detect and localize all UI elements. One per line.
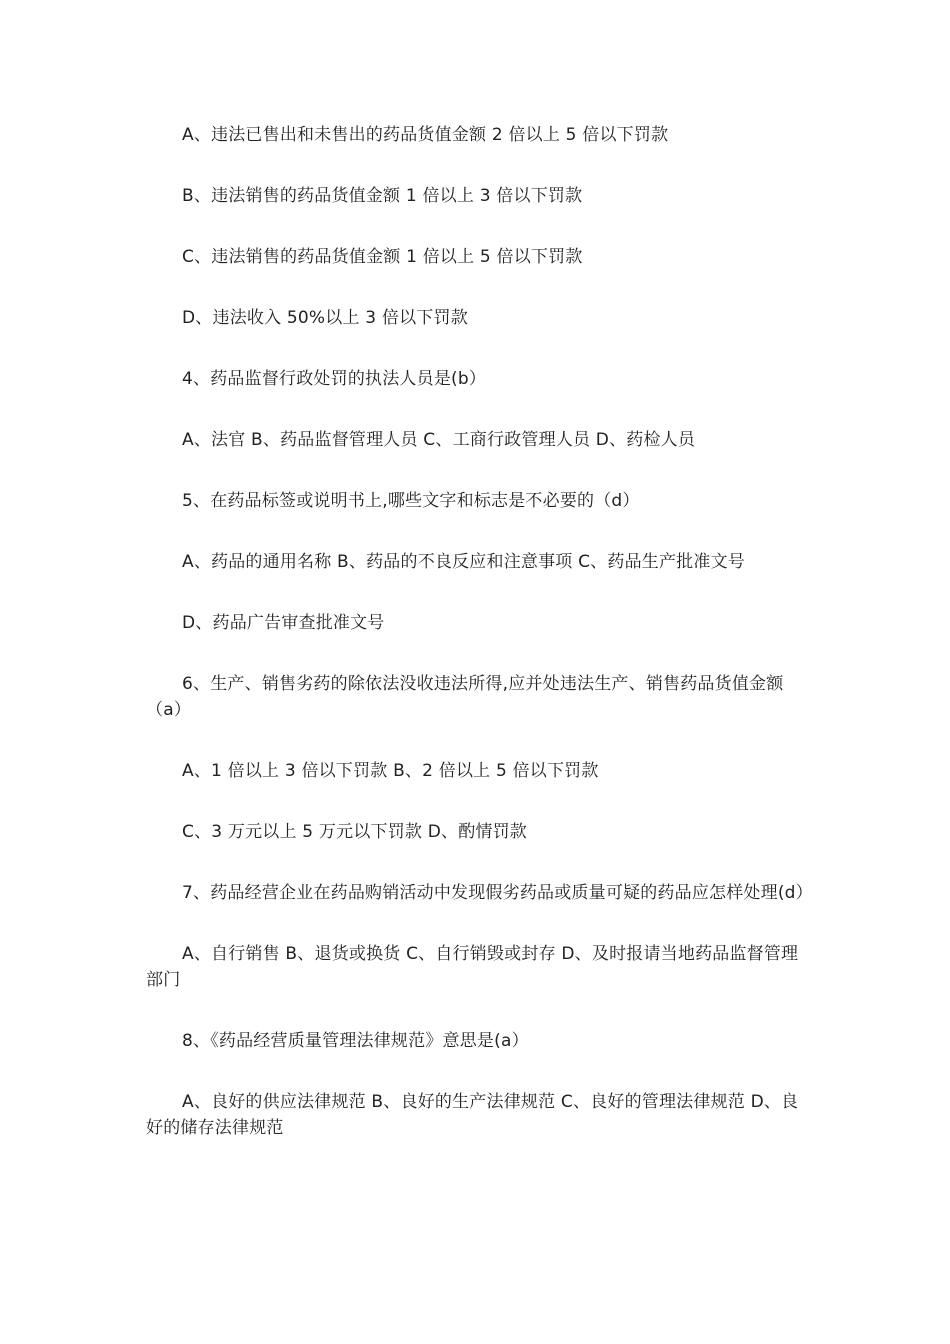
question-7: 7、药品经营企业在药品购销活动中发现假劣药品或质量可疑的药品应怎样处理(d） (182, 883, 813, 903)
question-8: 8、《药品经营质量管理法律规范》意思是(a） (182, 1031, 529, 1051)
document-body (146, 122, 813, 1176)
question-5: 5、在药品标签或说明书上,哪些文字和标志是不必要的（d） (182, 491, 640, 511)
option-b-paragraph: B、违法销售的药品货值金额 1 倍以上 3 倍以下罚款 (182, 186, 583, 206)
question-6-options-cd: C、3 万元以上 5 万元以下罚款 D、酌情罚款 (182, 822, 528, 842)
option-d-paragraph: D、违法收入 50%以上 3 倍以下罚款 (182, 308, 468, 328)
question-4-options: A、法官 B、药品监督管理人员 C、工商行政管理人员 D、药检人员 (182, 430, 696, 450)
option-c-paragraph: C、违法销售的药品货值金额 1 倍以上 5 倍以下罚款 (182, 247, 583, 267)
question-6-options-ab: A、1 倍以上 3 倍以下罚款 B、2 倍以上 5 倍以下罚款 (182, 761, 599, 781)
question-6: 6、生产、销售劣药的除依法没收违法所得,应并处违法生产、销售药品货值金额（a） (146, 674, 784, 720)
question-8-options: A、良好的供应法律规范 B、良好的生产法律规范 C、良好的管理法律规范 D、良好的储存法律规范 (146, 1092, 799, 1138)
question-7-options: A、自行销售 B、退货或换货 C、自行销毁或封存 D、及时报请当地药品监督管理部门 (146, 944, 799, 990)
option-a-paragraph: A、违法已售出和未售出的药品货值金额 2 倍以上 5 倍以下罚款 (182, 125, 669, 145)
question-4: 4、药品监督行政处罚的执法人员是(b） (182, 369, 487, 389)
question-5-options-abc: A、药品的通用名称 B、药品的不良反应和注意事项 C、药品生产批准文号 (182, 552, 745, 572)
question-5-option-d: D、药品广告审查批准文号 (182, 613, 385, 633)
